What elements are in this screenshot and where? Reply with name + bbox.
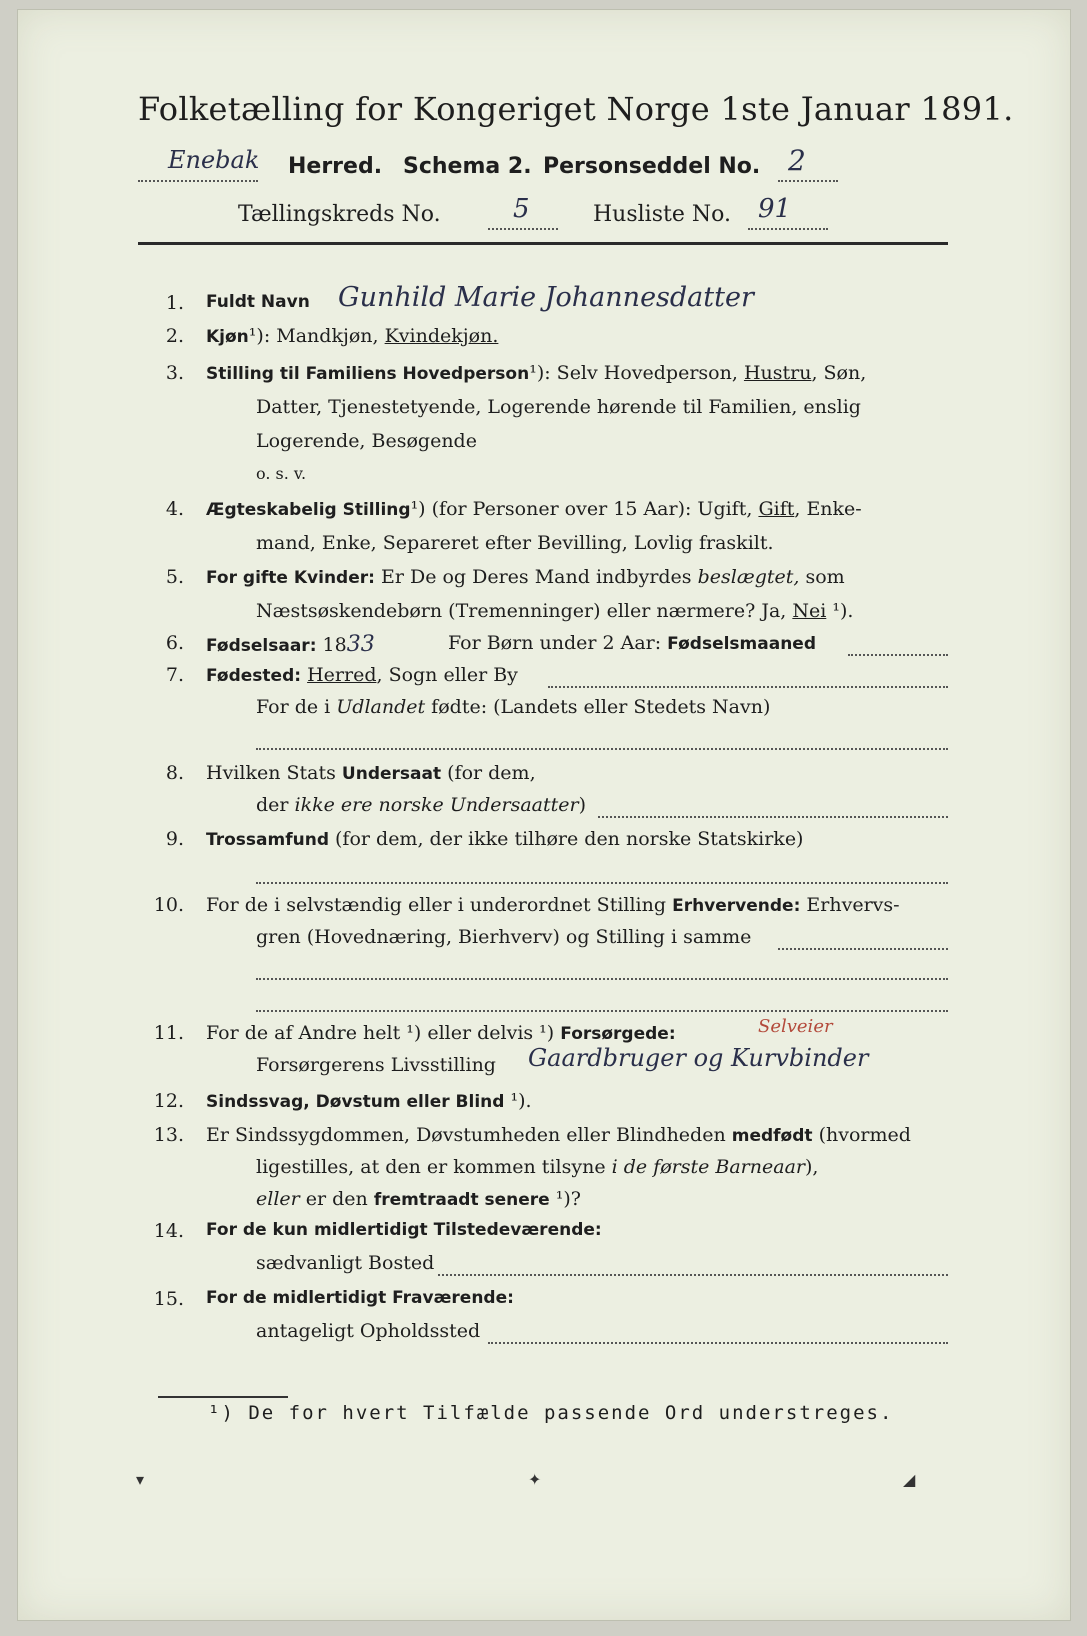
item-label: Fødested:: [206, 666, 302, 686]
item-text-line: gren (Hovednæring, Bierhverv) og Stilling i samme: [256, 926, 752, 948]
item-text-part: ¹)?: [549, 1188, 581, 1210]
item-text: [206, 664, 518, 686]
footnote: ¹) De for hvert Tilfælde passende Ord understreges.: [208, 1402, 894, 1424]
item-label: Fødselsaar:: [206, 636, 317, 656]
item-text-part: som: [799, 566, 845, 588]
item-14: [138, 1220, 948, 1284]
dotted-line: [548, 686, 948, 688]
item-options: , Sogn eller By: [376, 664, 518, 686]
item-label: For de midlertidigt Fraværende:: [206, 1288, 514, 1308]
item-number: 14.: [153, 1220, 184, 1242]
footnote-rule: [158, 1396, 288, 1398]
item-text-line: o. s. v.: [256, 464, 307, 483]
item-options: ¹): Mandkjøn,: [248, 325, 385, 347]
form-title: Folketælling for Kongeriget Norge 1ste Januar 1891.: [138, 90, 1014, 128]
item-label: fremtraadt senere: [373, 1190, 550, 1210]
item-number: 10.: [153, 894, 184, 916]
item-number: 15.: [153, 1288, 184, 1310]
center-mark-icon: ✦: [528, 1470, 542, 1489]
dotted-line: [256, 978, 948, 980]
item-6: [138, 632, 948, 662]
item-text: [206, 1022, 676, 1044]
item-options: , Enke-: [794, 498, 862, 520]
selected-option: Herred: [307, 664, 377, 686]
census-form-page: [18, 10, 1070, 1620]
item-text-part: [448, 632, 816, 654]
item-text-line: Logerende, Besøgende: [256, 430, 477, 452]
item-options: ¹): Selv Hovedperson,: [529, 362, 744, 384]
item-label: For de kun midlertidigt Tilstedeværende:: [206, 1220, 602, 1240]
item-number: 4.: [165, 498, 184, 520]
item-number: 5.: [165, 566, 184, 588]
item-text-line: Forsørgerens Livsstilling: [256, 1054, 496, 1076]
item-number: 8.: [165, 762, 184, 784]
dotted-line: [488, 1342, 948, 1344]
item-text-part: For de i selvstændig eller i underordnet Stilling: [206, 894, 673, 916]
dotted-line: [438, 1274, 948, 1276]
item-text-part: Er Sindssygdommen, Døvstumheden eller Blindheden: [206, 1124, 732, 1146]
item-label: Undersaat: [341, 764, 442, 784]
item-text-part: Udlandet: [336, 696, 426, 718]
dotted-line: [748, 228, 828, 230]
item-9: [138, 828, 948, 886]
item-text-line: [256, 1156, 818, 1178]
item-text-line: [256, 600, 853, 622]
item-text-line: mand, Enke, Separeret efter Bevilling, Lovlig fraskilt.: [256, 532, 774, 554]
corner-mark-icon: ▾: [136, 1470, 145, 1489]
item-8: [138, 762, 948, 826]
item-text: [206, 632, 375, 657]
header-rule: [138, 242, 948, 245]
item-label: Forsørgede:: [560, 1024, 676, 1044]
selected-option: Gift: [758, 498, 795, 520]
header-line-herred: [138, 144, 1018, 190]
item-text-part: (hvormed: [812, 1124, 911, 1146]
item-text: [206, 894, 900, 916]
husliste-handwritten: 91: [758, 194, 792, 224]
item-text: [206, 566, 845, 588]
husliste-label: Husliste No.: [593, 202, 731, 227]
item-text-line: sædvanligt Bosted: [256, 1252, 435, 1274]
item-text-line: Datter, Tjenestetyende, Logerende hørende til Familien, enslig: [256, 396, 861, 418]
item-13: [138, 1124, 948, 1224]
item-10: [138, 894, 948, 1014]
dotted-line: [848, 654, 948, 656]
dotted-line: [256, 748, 948, 750]
item-text: [206, 828, 803, 850]
item-number: 3.: [165, 362, 184, 384]
item-5: [138, 566, 948, 630]
selected-option: Hustru: [743, 362, 812, 384]
selected-option: Nei: [792, 600, 827, 622]
item-label: medfødt: [731, 1126, 813, 1146]
item-options: Næstsøskendebørn (Tremenninger) eller nærmere? Ja,: [256, 600, 793, 622]
birth-year-handwritten: 33: [346, 632, 375, 657]
item-1: [138, 282, 948, 322]
item-number: 1.: [165, 292, 184, 314]
item-label: For gifte Kvinder:: [206, 568, 375, 588]
selected-option: Kvindekjøn.: [384, 325, 499, 347]
item-text-part: eller: [256, 1188, 300, 1210]
item-options: ¹).: [826, 600, 854, 622]
header-line-kreds: [238, 194, 958, 240]
item-text-part: (for dem, der ikke tilhøre den norske Statskirke): [328, 828, 804, 850]
item-text-line: [256, 794, 586, 816]
herred-label: Herred.: [288, 154, 383, 179]
item-label: Fuldt Navn: [206, 292, 310, 312]
item-number: 9.: [165, 828, 184, 850]
item-text-part: For Børn under 2 Aar:: [448, 632, 668, 654]
corner-mark-icon: ◢: [903, 1470, 916, 1489]
schema-label: Schema 2.: [403, 154, 532, 179]
item-text-part: fødte: (Landets eller Stedets Navn): [425, 696, 771, 718]
item-text-line: [256, 696, 770, 718]
item-text: [206, 1124, 911, 1146]
item-2: [138, 325, 948, 355]
item-text: [206, 762, 536, 784]
taellingskreds-label: Tællingskreds No.: [238, 202, 441, 227]
item-number: 13.: [153, 1124, 184, 1146]
item-label: Kjøn: [206, 327, 249, 347]
item-label: Sindssvag, Døvstum eller Blind: [206, 1092, 505, 1112]
dotted-line: [256, 882, 948, 884]
item-11: [138, 1016, 948, 1086]
provider-handwritten-red: Selveier: [758, 1016, 833, 1037]
year-prefix: 18: [316, 634, 347, 656]
dotted-line: [778, 948, 948, 950]
item-number: 7.: [165, 664, 184, 686]
item-text-part: ),: [805, 1156, 819, 1178]
item-3: [138, 362, 948, 492]
personseddel-handwritten: 2: [788, 144, 806, 177]
item-text-part: Hvilken Stats: [206, 762, 342, 784]
item-text-part: er den: [299, 1188, 374, 1210]
item-text-part: Er De og Deres Mand indbyrdes: [374, 566, 698, 588]
item-number: 2.: [165, 325, 184, 347]
item-text-part: ): [578, 794, 586, 816]
full-name-handwritten: Gunhild Marie Johannesdatter: [338, 282, 754, 313]
dotted-line: [256, 1010, 948, 1012]
item-text-part: beslægtet,: [697, 566, 800, 588]
taellingskreds-handwritten: 5: [513, 194, 530, 224]
item-7: [138, 664, 948, 754]
dotted-line: [138, 180, 258, 182]
item-text: [206, 498, 862, 520]
item-label: Trossamfund: [206, 830, 329, 850]
item-4: [138, 498, 948, 562]
item-text-part: ikke ere norske Undersaatter: [294, 794, 579, 816]
item-options: ¹) (for Personer over 15 Aar): Ugift,: [410, 498, 759, 520]
item-text-line: antageligt Opholdssted: [256, 1320, 481, 1342]
dotted-line: [488, 228, 558, 230]
item-text: [206, 362, 866, 384]
item-text-part: For de af Andre helt ¹) eller delvis ¹): [206, 1022, 561, 1044]
item-label: Erhvervende:: [672, 896, 801, 916]
item-text-part: ¹).: [504, 1090, 532, 1112]
item-text-part: For de i: [256, 696, 337, 718]
item-text-part: Erhvervs-: [800, 894, 900, 916]
item-text: [206, 325, 498, 347]
item-label: Fødselsmaaned: [667, 634, 816, 654]
dotted-line: [598, 816, 948, 818]
herred-handwritten: Enebak: [168, 146, 260, 174]
item-12: [138, 1090, 948, 1120]
item-label: Ægteskabelig Stilling: [206, 500, 411, 520]
item-number: 6.: [165, 632, 184, 654]
item-options: , Søn,: [811, 362, 867, 384]
item-text: [206, 1090, 532, 1112]
item-text-part: ligestilles, at den er kommen tilsyne: [256, 1156, 612, 1178]
item-number: 11.: [153, 1022, 184, 1044]
item-number: 12.: [153, 1090, 184, 1112]
dotted-line: [778, 180, 838, 182]
provider-occupation-handwritten: Gaardbruger og Kurvbinder: [528, 1044, 869, 1072]
item-text-part: i de første Barneaar: [611, 1156, 805, 1178]
item-15: [138, 1288, 948, 1352]
personseddel-label: Personseddel No.: [543, 154, 761, 179]
item-text-line: [256, 1188, 581, 1210]
item-text-part: (for dem,: [441, 762, 536, 784]
item-text-part: der: [256, 794, 295, 816]
item-label: Stilling til Familiens Hovedperson: [206, 364, 530, 384]
